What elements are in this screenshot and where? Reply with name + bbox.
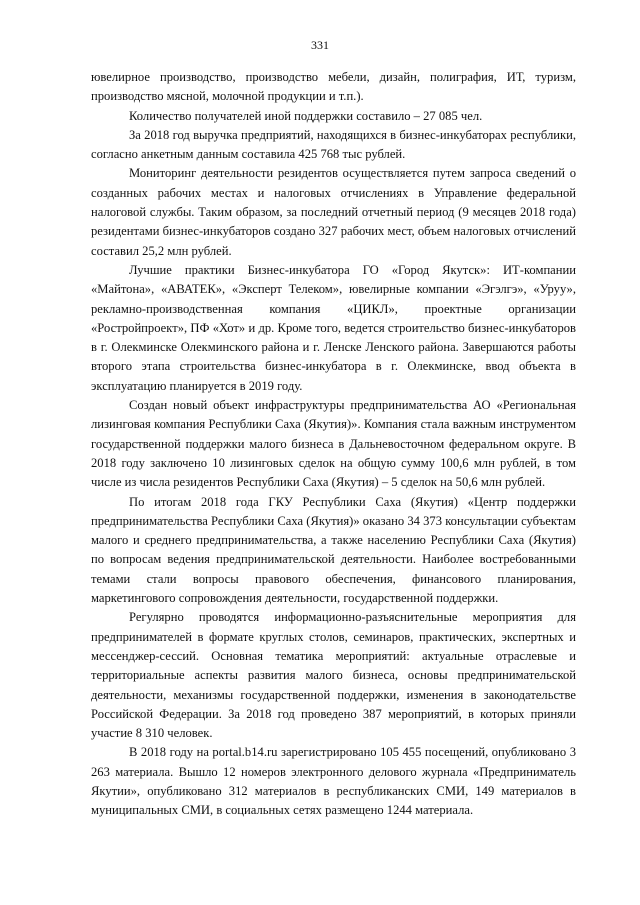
paragraph: Регулярно проводятся информационно-разъяснительные мероприятия для предпринимателей в формате круглых столов, семинаров, практических, экспертных и мессенджер-сессий. Основная тематика мероприятий: актуальные отраслевые и территориальные аспекты развития малого бизнеса, основы предпринимательской деятельности, механизмы государственной поддержки, изменения в законодательстве Российской Федерации. За 2018 год проведено 387 мероприятий, в которых приняли участие 8 310 человек. [91, 610, 576, 741]
paragraph: Количество получателей иной поддержки составило – 27 085 чел. [129, 108, 483, 123]
paragraph: За 2018 год выручка предприятий, находящихся в бизнес-инкубаторах республики, согласно анкетным данным составила 425 768 тыс рублей. [91, 127, 576, 162]
page-number: 331 [311, 38, 329, 52]
paragraph: По итогам 2018 года ГКУ Республики Саха (Якутия) «Центр поддержки предпринимательства Республики Саха (Якутия)» оказано 34 373 консультации субъектам малого и среднего предпринимательства, а также населению Республики Саха (Якутия) по вопросам ведения предпринимательской деятельности. Наиболее востребованными темами стали вопросы правового обеспечения, финансового планирования, маркетингового сопровождения деятельности, государственной поддержки. [91, 494, 576, 606]
paragraph: Создан новый объект инфраструктуры предпринимательства АО «Региональная лизинговая компания Республики Саха (Якутия)». Компания стала важным инструментом государственной поддержки малого бизнеса в Дальневосточном федеральном округе. В 2018 году заключено 10 лизинговых сделок на общую сумму 100,6 млн рублей, в том числе из числа резидентов Республики Саха (Якутия) – 5 сделок на 50,6 млн рублей. [91, 398, 576, 490]
paragraph: Мониторинг деятельности резидентов осуществляется путем запроса сведений о созданных рабочих местах и налоговых отчислениях в Управление федеральной налоговой службы. Таким образом, за последний отчетный период (9 месяцев 2018 года) резидентами бизнес-инкубаторов создано 327 рабочих мест, объем налоговых отчислений составил 25,2 млн рублей. [91, 166, 576, 258]
paragraph: В 2018 году на portal.b14.ru зарегистрировано 105 455 посещений, опубликовано 3 263 материала. Вышло 12 номеров электронного делового журнала «Предприниматель Якутии», опубликовано 312 материалов в республиканских СМИ, 149 материалов в муниципальных СМИ, в социальных сетях размещено 1244 материала. [91, 745, 576, 818]
document-body [91, 68, 576, 821]
paragraph: Лучшие практики Бизнес-инкубатора ГО «Город Якутск»: ИТ-компании «Майтона», «АВАТЕК», «Эксперт Телеком», ювелирные компании «Эгэлгэ», «Уруу», рекламно-производственная компания «ЦИКЛ», проектные организации «Ростройпроект», ПФ «Хот» и др. Кроме того, ведется строительство бизнес-инкубаторов в г. Олекминске Олекминского района и г. Ленске Ленского района. Завершаются работы второго этапа строительства бизнес-инкубатора в г. Олекминске, ввод объекта в эксплуатацию планируется в 2019 году. [91, 262, 576, 393]
paragraph: ювелирное производство, производство мебели, дизайн, полиграфия, ИТ, туризм, производство мясной, молочной продукции и т.п.). [91, 70, 576, 104]
